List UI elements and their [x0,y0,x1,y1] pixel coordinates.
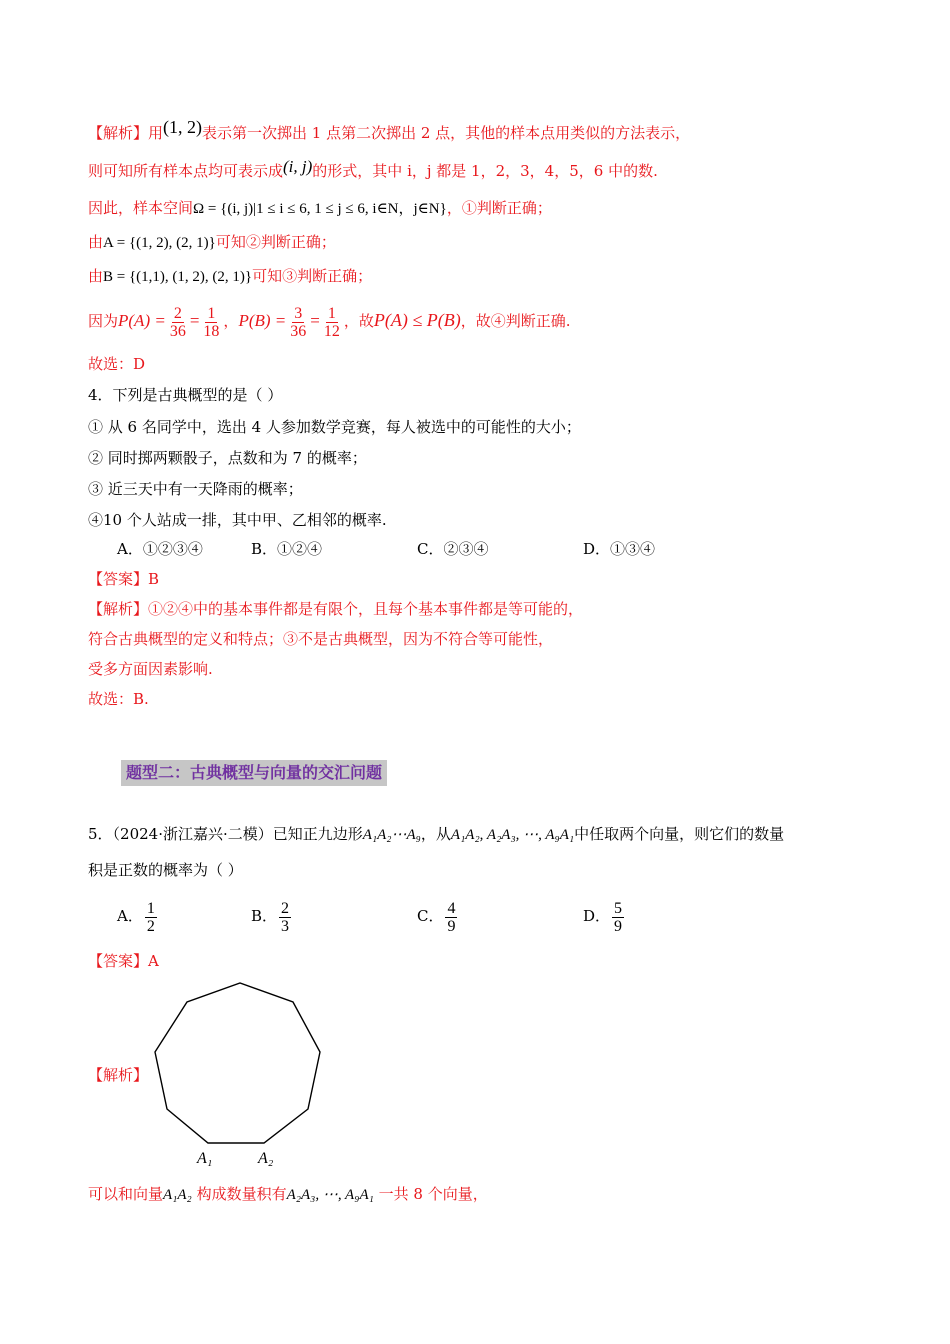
q4-solution-line-2: 符合古典概型的定义和特点；③不是古典概型，因为不符合等可能性， [88,630,554,648]
q3-solution-line-4: 由A = {(1, 2), (2, 1)}可知②判断正确； [88,233,336,251]
q4-option-d: D．①③④ [583,540,656,558]
fraction: $\frac{1}{2}$ [146,899,155,935]
q3-solution-line-2: 则可知所有样本点均可表示成(i, j)的形式，其中 i，j 都是 1，2，3，4，5，6 中的数. [88,157,658,180]
q5-stem-line-2: 积是正数的概率为（ ） [88,861,243,879]
vertex-label-a1: A₁ [197,1150,213,1167]
fraction: $\frac{4}{9}$ [447,899,456,935]
q4-option-c: C．②③④ [417,540,489,558]
q4-option-a: A．①②③④ [117,540,203,558]
q5-solution-label: 【解析】 [88,1066,149,1084]
q5-option-c: C． $\frac{4}{9}$ [417,899,456,935]
q3-solution-line-5: 由B = {(1,1), (1, 2), (2, 1)}可知③判断正确； [88,267,373,285]
nonagon-shape [155,983,320,1143]
q4-answer: 【答案】B [88,570,160,588]
q5-solution-last-line: 可以和向量A₁A₂ 构成数量积有A₂A₃, ⋯, A₉A₁ 一共 8 个向量， [88,1185,488,1203]
nonagon-figure [145,975,335,1170]
q3-solution-line-6: 因为P(A) = $\frac{2}{36}$ = $\frac{1}{18}$ ，P(B) = $\frac{3}{36}$ = $\frac{1}{12}$ ，故P(A) ≤ P(B)，故④判断正确. [88,304,571,340]
section-title: 题型二：古典概型与向量的交汇问题 [121,760,387,786]
q3-choice: 故选：D [88,355,146,373]
q5-option-b: B． $\frac{2}{3}$ [251,899,290,935]
fraction: $\frac{3}{36}$ [290,304,307,340]
fraction: $\frac{1}{12}$ [323,304,340,340]
q5-stem-line-1: 5．（2024·浙江嘉兴·二模）已知正九边形A₁A₂⋯A₉，从A₁A₂, A₂A₃, ⋯, A₉A₁中任取两个向量，则它们的数量 [88,825,785,843]
q5-option-d: D． $\frac{5}{9}$ [583,899,623,935]
q4-stem: 4．下列是古典概型的是（ ） [88,386,283,404]
q3-solution-line-3: 因此，样本空间Ω = {(i, j)|1 ≤ i ≤ 6, 1 ≤ j ≤ 6, i∈N，j∈N}，①判断正确； [88,199,552,217]
fraction: $\frac{2}{36}$ [169,304,186,340]
fraction: $\frac{5}{9}$ [614,899,623,935]
q4-option-b: B．①②④ [251,540,323,558]
q4-solution-line-3: 受多方面因素影响. [88,660,213,678]
q4-item-2: ② 同时掷两颗骰子，点数和为 7 的概率； [88,449,367,467]
q4-choice: 故选：B. [88,690,149,708]
q4-item-4: ④10 个人站成一排，其中甲、乙相邻的概率. [88,511,387,529]
q5-answer: 【答案】A [88,952,159,970]
vertex-label-a2: A₂ [258,1150,274,1167]
fraction: $\frac{1}{18}$ [203,304,220,340]
q4-solution-line-1: 【解析】①②④中的基本事件都是有限个，且每个基本事件都是等可能的， [88,600,584,618]
fraction: $\frac{2}{3}$ [281,899,290,935]
q5-option-a: A． $\frac{1}{2}$ [117,899,155,935]
q4-item-3: ③ 近三天中有一天降雨的概率； [88,480,303,498]
q4-item-1: ① 从 6 名同学中，选出 4 人参加数学竞赛，每人被选中的可能性的大小； [88,418,581,436]
q3-solution-line-1: 【解析】用(1, 2)表示第一次掷出 1 点第二次掷出 2 点，其他的样本点用类似的方法表示， [88,117,691,142]
